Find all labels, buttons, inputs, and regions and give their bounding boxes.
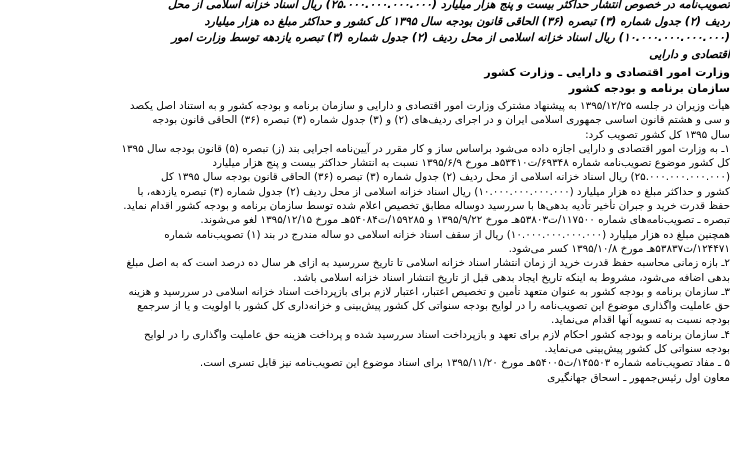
note-line: ۱۲۴۴۷۱/ت۵۳۸۳۷هـ مورخ ۱۳۹۵/۱۰/۸ کسر می‌شود. xyxy=(508,242,730,255)
addressee-organization: سازمان برنامه و بودجه کشور xyxy=(568,82,730,95)
article-3-line: حق عاملیت واگذاری موضوع این تصویب‌نامه را در لوایح بودجه سنواتی کل کشور پیش‌بینی و خزانه‌داری کل کشور با اولویت و یا از سرجمع xyxy=(137,300,730,313)
title-line: ردیف (۲) جدول شماره (۳) تبصره (۳۶) الحاقی قانون بودجه سال ۱۳۹۵ کل کشور و حداکثر مبلغ ده هزار میلیارد xyxy=(204,14,730,28)
article-1-line: (۲۵.۰۰۰.۰۰۰.۰۰۰.۰۰۰) ریال اسناد خزانه اسلامی از محل ردیف (۲) جدول شماره (۳) تبصره (۳۶) الحاقی قانون بودجه سال ۱۳۹۵ کل xyxy=(161,171,730,184)
article-3-line: بودجه نسبت به تسویه آنها اقدام می‌نماید. xyxy=(551,314,730,327)
body-line: هیأت وزیران در جلسه ۱۳۹۵/۱۲/۲۵ به پیشنهاد مشترک وزارت امور اقتصادی و دارایی و سازمان برنامه و بودجه کشور و به استناد اصل یکصد xyxy=(129,100,730,112)
addressee-ministries: وزارت امور اقتصادی و دارایی ـ وزارت کشور xyxy=(484,66,730,79)
body-line: و سی و هشتم قانون اساسی جمهوری اسلامی ایران و در اجرای ردیف‌های (۲) و (۳) جدول شماره (۳) تبصره (۳۶) الحاقی قانون بودجه xyxy=(152,114,730,127)
note-line: تبصره ـ تصویب‌نامه‌های شماره ۱۱۷۵۰۰/ت۵۳۸۰۳هـ مورخ ۱۳۹۵/۹/۲۲ و ۱۵۹۲۸۵/ت۵۴۰۸۴هـ مورخ ۱۳۹۵/۱۲/۱۵ لغو می‌شوند. xyxy=(200,214,730,227)
decree-body xyxy=(6,99,730,385)
signature-line: معاون اول رئیس‌جمهور ـ اسحاق جهانگیری xyxy=(547,371,730,384)
decree-title xyxy=(6,0,730,63)
title-line: (۱۰.۰۰۰.۰۰۰.۰۰۰.۰۰۰) ریال اسناد خزانه اسلامی از محل ردیف (۲) جدول شماره (۳) تبصره یازدهه توسط وزارت امور xyxy=(171,31,730,44)
article-4-line: ۴ـ سازمان برنامه و بودجه کشور احکام لازم برای تعهد و بازپرداخت اسناد سررسید شده و پرداخت هزینه حق عاملیت واگذاری را در لوایح xyxy=(143,328,730,341)
addressees xyxy=(6,65,730,97)
article-2-line: ۲ـ بازه زمانی محاسبه حفظ قدرت خرید از زمان انتشار اسناد خزانه اسلامی تا تاریخ سررسید به ازای هر سال ده درصد است که به اصل مبلغ xyxy=(126,257,730,270)
body-line: سال ۱۳۹۵ کل کشور تصویب کرد: xyxy=(585,128,730,141)
article-3-line: ۳ـ سازمان برنامه و بودجه کشور به عنوان متعهد تأمین و تخصیص اعتبار، اعتبار لازم برای بازپرداخت اسناد خزانه اسلامی در سررسید و هزینه xyxy=(128,285,730,298)
article-4-line: بودجه سنواتی کل کشور پیش‌بینی می‌نماید. xyxy=(544,343,730,356)
article-2-line: بدهی اضافه می‌شود، مشروط به اینکه تاریخ ایجاد بدهی قبل از تاریخ انتشار اسناد خزانه اسلامی باشد. xyxy=(293,271,730,284)
article-1-line: کل کشور موضوع تصویب‌نامه شماره ۶۹۳۴۸/ت۵۳۴۱۰هـ مورخ ۱۳۹۵/۶/۹ نسبت به انتشار حداکثر بیست و پنج هزار میلیارد xyxy=(212,157,730,170)
note-line: همچنین مبلغ ده هزار میلیارد (۱۰.۰۰۰.۰۰۰.۰۰۰.۰۰۰) ریال از سقف اسناد خزانه اسلامی دو ساله مندرج در بند (۱) تصویب‌نامه شماره xyxy=(164,228,730,241)
title-line: تصویب‌نامه در خصوص انتشار حداکثر بیست و پنج هزار میلیارد (۲۵.۰۰۰.۰۰۰.۰۰۰.۰۰۰) ریال اسناد خزانه اسلامی از محل xyxy=(167,0,730,11)
article-1-line: کشور و حداکثر مبلغ ده هزار میلیارد (۱۰.۰۰۰.۰۰۰.۰۰۰.۰۰۰) ریال اسناد خزانه اسلامی از محل ردیف (۲) جدول شماره (۳) تبصره یازدهه، با xyxy=(137,185,730,198)
title-line: اقتصادی و دارایی xyxy=(649,47,730,61)
article-1-line: ۱ـ به وزارت امور اقتصادی و دارایی اجازه داده می‌شود براساس ساز و کار مقرر در آیین‌نامه اجرایی بند (ز) تبصره (۵) قانون بودجه سال ۱۳۹۵ xyxy=(121,142,730,155)
article-5-line: ۵ ـ مفاد تصویب‌نامه شماره ۱۴۵۵۰۳/ت۵۴۰۰۵هـ مورخ ۱۳۹۵/۱۱/۲۰ برای اسناد موضوع این تصویب‌نامه نیز قابل تسری است. xyxy=(199,357,730,370)
article-1-line: حفظ قدرت خرید و جبران تأخیر تأدیه بدهی‌ها با سررسید دوساله مطابق تخصیص اعلام شده توسط سازمان برنامه و بودجه کشور اقدام نماید. xyxy=(123,200,730,213)
